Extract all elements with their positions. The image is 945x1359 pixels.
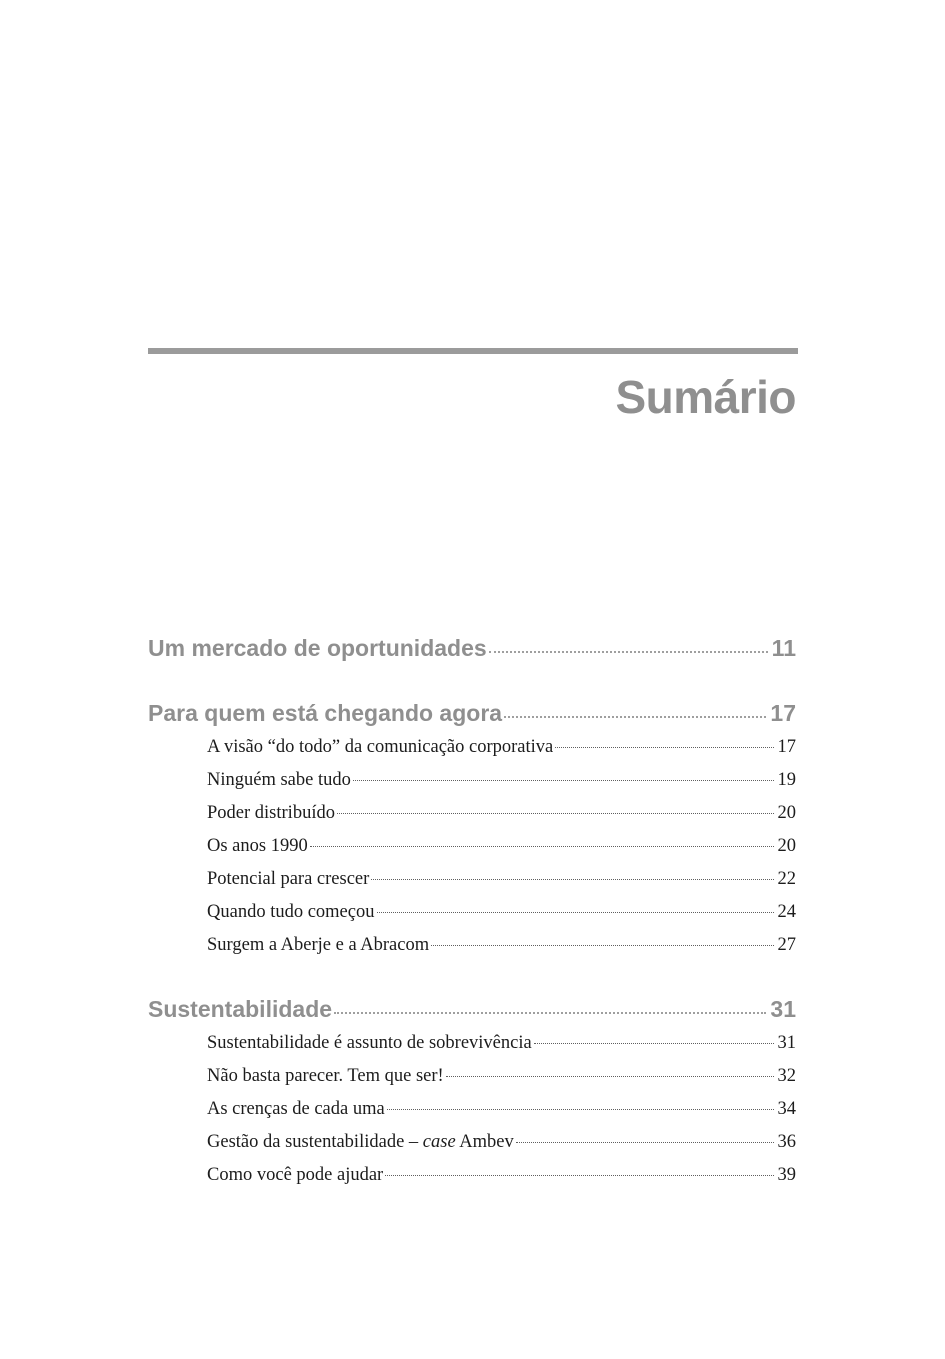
chapter-page-number: 31	[770, 996, 796, 1022]
entry-title	[207, 1126, 514, 1159]
dot-leader	[310, 846, 774, 847]
chapter-title: Sustentabilidade	[148, 996, 333, 1022]
toc-entry[interactable]	[148, 830, 796, 863]
entry-title: Poder distribuído	[207, 803, 335, 823]
dot-leader	[534, 1043, 774, 1044]
dot-leader	[353, 780, 774, 781]
dot-leader	[516, 1142, 774, 1143]
entry-title-part: Ambev	[455, 1132, 514, 1152]
entry-page-number: 22	[777, 869, 796, 889]
dot-leader	[334, 1012, 766, 1014]
entry-title: Não basta parecer. Tem que ser!	[207, 1066, 444, 1086]
toc-entry[interactable]	[148, 896, 796, 929]
toc-entry[interactable]	[148, 863, 796, 896]
page-title: Sumário	[615, 371, 796, 423]
entry-page-number: 32	[777, 1066, 796, 1086]
entry-title: Potencial para crescer	[207, 869, 370, 889]
entry-page-number: 19	[777, 770, 796, 790]
dot-leader	[446, 1076, 774, 1077]
entry-title: Quando tudo começou	[207, 902, 375, 922]
toc-entry[interactable]	[148, 797, 796, 830]
entry-page-number: 20	[777, 803, 796, 823]
toc-entry[interactable]	[148, 731, 796, 764]
dot-leader	[555, 747, 773, 748]
entry-title: Como você pode ajudar	[207, 1165, 384, 1185]
toc-chapter-section	[148, 630, 796, 666]
dot-leader	[371, 879, 773, 880]
entry-title: Ninguém sabe tudo	[207, 770, 351, 790]
dot-leader	[431, 945, 773, 946]
toc-entry[interactable]	[148, 1126, 796, 1159]
dot-leader	[387, 1109, 774, 1110]
dot-leader	[504, 716, 766, 718]
toc-chapter[interactable]	[148, 991, 796, 1027]
entry-page-number: 20	[777, 836, 796, 856]
toc-chapter-section	[148, 991, 796, 1192]
toc-entry[interactable]	[148, 1159, 796, 1192]
entry-page-number: 34	[777, 1099, 796, 1119]
chapter-page-number: 17	[770, 700, 796, 726]
entry-page-number: 27	[777, 935, 796, 955]
entry-title: Sustentabilidade é assunto de sobrevivência	[207, 1033, 532, 1053]
entry-title: As crenças de cada uma	[207, 1099, 385, 1119]
entry-page-number: 31	[777, 1033, 796, 1053]
toc-chapter[interactable]	[148, 630, 796, 666]
entry-page-number: 24	[777, 902, 796, 922]
entry-title: Surgem a Aberje e a Abracom	[207, 935, 430, 955]
dot-leader	[377, 912, 774, 913]
toc-chapter[interactable]	[148, 695, 796, 731]
entry-title-part: Gestão da sustentabilidade –	[207, 1132, 423, 1152]
dot-leader	[337, 813, 774, 814]
toc-entry[interactable]	[148, 1093, 796, 1126]
toc-entry[interactable]	[148, 1027, 796, 1060]
entry-page-number: 36	[777, 1132, 796, 1152]
chapter-title: Para quem está chegando agora	[148, 700, 503, 726]
entry-page-number: 17	[777, 737, 796, 757]
toc-entry[interactable]	[148, 764, 796, 797]
toc-entry[interactable]	[148, 929, 796, 962]
entry-title: Os anos 1990	[207, 836, 308, 856]
entry-page-number: 39	[777, 1165, 796, 1185]
chapter-page-number: 11	[771, 635, 796, 661]
chapter-title: Um mercado de oportunidades	[148, 635, 487, 661]
table-of-contents	[148, 630, 796, 1192]
dot-leader	[489, 651, 768, 653]
title-rule	[148, 348, 798, 354]
entry-title: A visão “do todo” da comunicação corporativa	[207, 737, 554, 757]
entry-title-italic: case	[422, 1132, 456, 1152]
toc-chapter-section	[148, 695, 796, 962]
dot-leader	[385, 1175, 773, 1176]
toc-entry[interactable]	[148, 1060, 796, 1093]
